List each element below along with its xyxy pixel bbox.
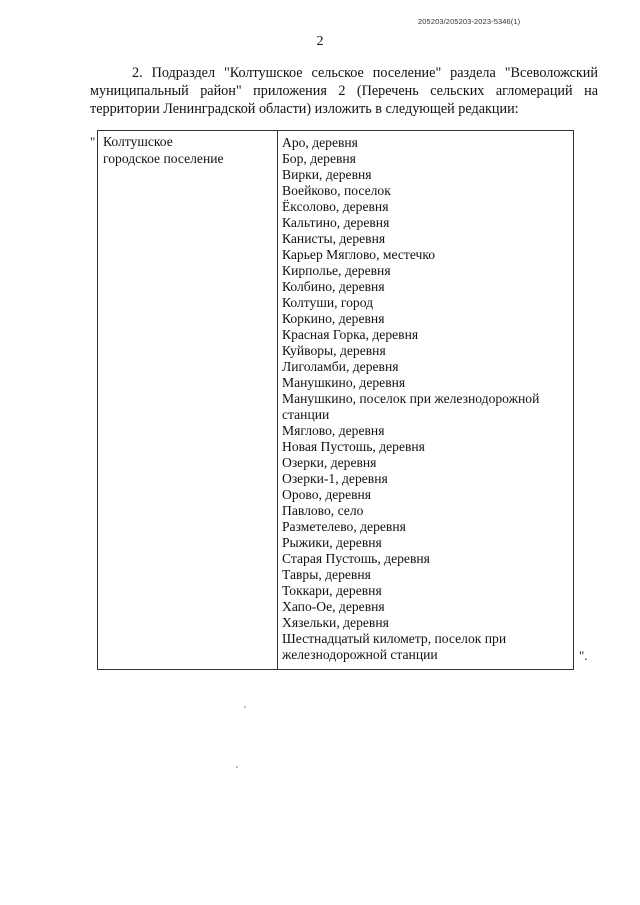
place-item: Тавры, деревня xyxy=(282,567,371,582)
intro-paragraph xyxy=(90,64,598,118)
place-item: Колтуши, город xyxy=(282,295,374,310)
place-item: Шестнадцатый километр, поселок при железнодорожной станции xyxy=(282,631,507,662)
settlements-table xyxy=(97,130,574,670)
place-item: Павлово, село xyxy=(282,503,364,518)
place-item: Мяглово, деревня xyxy=(282,423,385,438)
district-name-line-2: городское поселение xyxy=(103,151,224,166)
intro-text: 2. Подраздел "Колтушское сельское поселение" раздела "Всеволожский муниципальный район" приложения 2 (Перечень сельских агломераций на территории Ленинградской области) изложить в следующей редакции: xyxy=(90,65,598,117)
district-name-line-1: Колтушское xyxy=(103,134,173,149)
place-item: Колбино, деревня xyxy=(282,279,385,294)
place-item: Хязельки, деревня xyxy=(282,615,389,630)
closing-quote: ". xyxy=(579,648,588,663)
place-item: Озерки-1, деревня xyxy=(282,471,388,486)
place-item: Кальтино, деревня xyxy=(282,215,390,230)
place-item: Ёксолово, деревня xyxy=(282,199,389,214)
place-item: Бор, деревня xyxy=(282,151,356,166)
place-item: Лиголамби, деревня xyxy=(282,359,399,374)
place-item: Рыжики, деревня xyxy=(282,535,382,550)
place-item: Манушкино, поселок при железнодорожной станции xyxy=(282,391,540,422)
place-item: Манушкино, деревня xyxy=(282,375,406,390)
district-cell xyxy=(98,131,278,670)
place-item: Старая Пустошь, деревня xyxy=(282,551,430,566)
place-item: Токкари, деревня xyxy=(282,583,382,598)
place-item: Красная Горка, деревня xyxy=(282,327,419,342)
scan-speck xyxy=(236,766,238,768)
place-item: Озерки, деревня xyxy=(282,455,377,470)
table-row xyxy=(98,131,574,670)
place-item: Канисты, деревня xyxy=(282,231,386,246)
place-item: Разметелево, деревня xyxy=(282,519,406,534)
document-id: 205203/205203-2023-5346(1) xyxy=(418,17,521,26)
places-cell xyxy=(278,131,574,670)
place-item: Хапо-Ое, деревня xyxy=(282,599,385,614)
scan-speck xyxy=(244,706,246,708)
opening-quote: " xyxy=(90,134,96,149)
place-item: Новая Пустошь, деревня xyxy=(282,439,425,454)
place-item: Кирполье, деревня xyxy=(282,263,391,278)
place-item: Орово, деревня xyxy=(282,487,372,502)
place-item: Аро, деревня xyxy=(282,135,358,150)
places-list xyxy=(282,135,569,663)
place-item: Воейково, поселок xyxy=(282,183,391,198)
place-item: Карьер Мяглово, местечко xyxy=(282,247,436,262)
place-item: Коркино, деревня xyxy=(282,311,385,326)
page-number: 2 xyxy=(316,34,324,49)
place-item: Вирки, деревня xyxy=(282,167,372,182)
place-item: Куйворы, деревня xyxy=(282,343,386,358)
